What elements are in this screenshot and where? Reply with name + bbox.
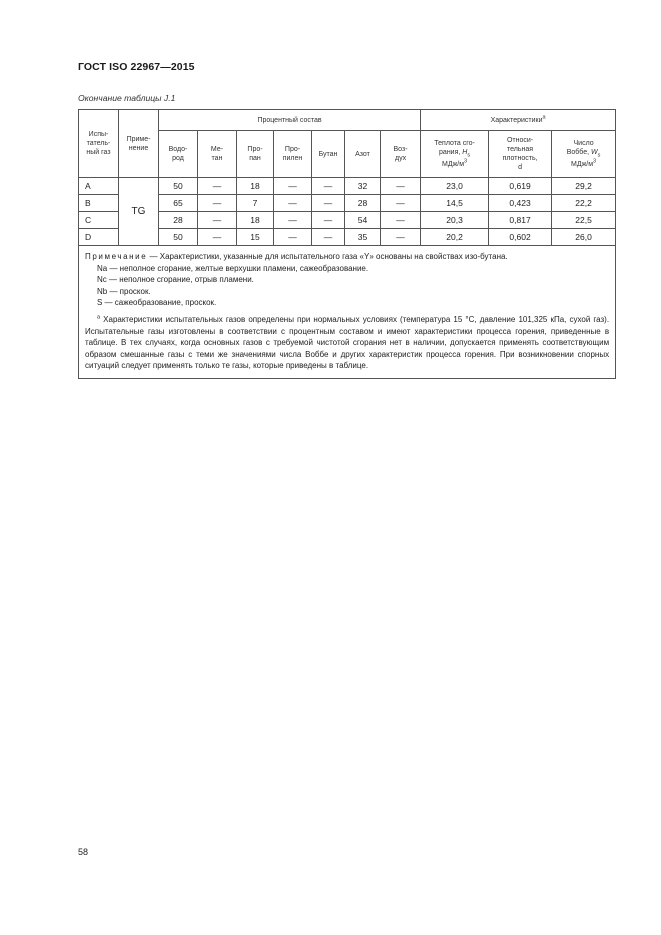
header-relative-density: Относи- тельная плотность, d	[489, 131, 552, 178]
note-na: Na — неполное сгорание, желтые верхушки пламени, сажеобразование.	[97, 263, 369, 273]
cell-propylene: —	[274, 178, 312, 195]
note-main: Примечание — Характеристики, указанные для испытательного газа «Y» основаны на свойствах изо-бутана.	[85, 252, 508, 261]
cell-nitrogen: 32	[345, 178, 381, 195]
cell-wobbe: 26,0	[552, 229, 616, 246]
cell-methane: —	[198, 178, 237, 195]
cell-gas: C	[79, 212, 119, 229]
cell-density: 0,423	[489, 195, 552, 212]
cell-hydrogen: 50	[159, 178, 198, 195]
cell-density: 0,817	[489, 212, 552, 229]
cell-propane: 15	[237, 229, 274, 246]
table-row	[79, 229, 616, 246]
note-nc: Nc — неполное сгорание, отрыв пламени.	[97, 275, 254, 285]
document-code: ГОСТ ISO 22967—2015	[78, 61, 195, 73]
cell-air: —	[381, 178, 421, 195]
cell-butane: —	[312, 229, 345, 246]
cell-propane: 18	[237, 212, 274, 229]
table-row	[79, 212, 616, 229]
cell-heat: 20,3	[421, 212, 489, 229]
cell-propylene: —	[274, 195, 312, 212]
cell-heat: 23,0	[421, 178, 489, 195]
note-nb: Nb — проскок.	[97, 286, 151, 296]
header-propylene: Про- пилен	[274, 131, 312, 178]
cell-application: TG	[119, 178, 159, 246]
cell-methane: —	[198, 195, 237, 212]
table-caption: Окончание таблицы J.1	[78, 93, 176, 103]
cell-propylene: —	[274, 229, 312, 246]
cell-nitrogen: 35	[345, 229, 381, 246]
header-gas: Испы- татель- ный газ	[79, 110, 119, 178]
cell-hydrogen: 28	[159, 212, 198, 229]
cell-methane: —	[198, 229, 237, 246]
cell-gas: A	[79, 178, 119, 195]
cell-density: 0,602	[489, 229, 552, 246]
cell-air: —	[381, 229, 421, 246]
header-composition-group: Процентный состав	[159, 110, 421, 131]
page-number: 58	[78, 847, 89, 857]
cell-gas: B	[79, 195, 119, 212]
header-propane: Про- пан	[237, 131, 274, 178]
cell-wobbe: 29,2	[552, 178, 616, 195]
header-wobbe-number: Число Воббе, $W_s$ МДж/$м^3$	[552, 131, 616, 178]
cell-air: —	[381, 212, 421, 229]
cell-density: 0,619	[489, 178, 552, 195]
cell-air: —	[381, 195, 421, 212]
table-notes	[79, 246, 616, 379]
note-s: S — сажеобразование, проскок.	[97, 298, 217, 308]
table-notes-row	[79, 246, 616, 379]
cell-wobbe: 22,5	[552, 212, 616, 229]
cell-gas: D	[79, 229, 119, 246]
header-application: Приме- нение	[119, 110, 159, 178]
cell-nitrogen: 28	[345, 195, 381, 212]
gas-characteristics-table	[78, 109, 616, 379]
cell-nitrogen: 54	[345, 212, 381, 229]
header-nitrogen: Азот	[345, 131, 381, 178]
cell-propylene: —	[274, 212, 312, 229]
table-row	[79, 195, 616, 212]
table-footnote: $^a$ Характеристики испытательных газов определены при нормальных условиях (температура 15 °C, давление 101,325 кПа, сухой газ). Испытательные газы изготовлены в соответствии с процентным составом и имеют характеристики процесса горения, приведенные в таблице. В тех случаях, когда основных газов с требуемой чистотой сгорания нет в наличии, допускается применять соответствующим образом смешанные газы с теми же значениями числа Воббе и других характеристик процесса горения. При возникновении спорных ситуаций следует применять только те газы, которые приведены в таблице.	[85, 314, 610, 371]
cell-butane: —	[312, 178, 345, 195]
header-air: Воз- дух	[381, 131, 421, 178]
cell-wobbe: 22,2	[552, 195, 616, 212]
header-characteristics-group: Характеристики$^a$	[421, 110, 616, 131]
table-row	[79, 178, 616, 195]
cell-hydrogen: 50	[159, 229, 198, 246]
header-methane: Ме- тан	[198, 131, 237, 178]
header-hydrogen: Водо- род	[159, 131, 198, 178]
header-butane: Бутан	[312, 131, 345, 178]
cell-hydrogen: 65	[159, 195, 198, 212]
cell-butane: —	[312, 195, 345, 212]
cell-propane: 7	[237, 195, 274, 212]
cell-methane: —	[198, 212, 237, 229]
header-heat-of-combustion: Теплота сго- рания, $H_s$ МДж/$м^3$	[421, 131, 489, 178]
cell-heat: 14,5	[421, 195, 489, 212]
cell-heat: 20,2	[421, 229, 489, 246]
cell-propane: 18	[237, 178, 274, 195]
cell-butane: —	[312, 212, 345, 229]
